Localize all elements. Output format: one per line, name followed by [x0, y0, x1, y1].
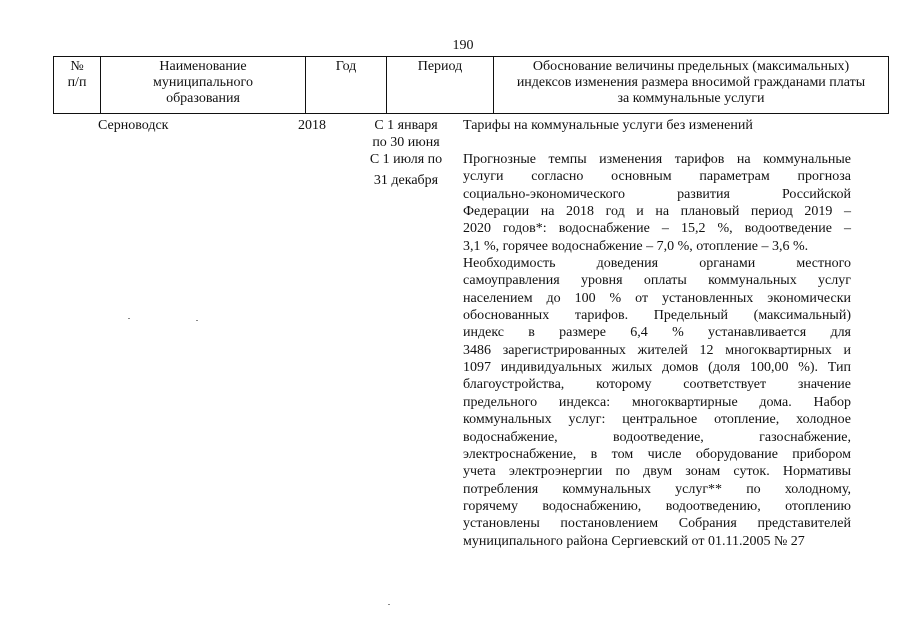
header-basis	[494, 57, 889, 114]
scan-speck	[196, 320, 198, 321]
period-line: С 1 июля по	[369, 152, 443, 167]
basis-line: электроснабжение, в том числе оборудование прибором	[463, 446, 851, 462]
basis-line: благоустройства, которому соответствует значение	[463, 377, 851, 393]
basis-line: обоснованных тарифов. Предельный (максимальный)	[463, 308, 851, 324]
basis-line: услуги согласно основным параметрам прогноза	[463, 169, 851, 185]
basis-first-line: Тарифы на коммунальные услуги без изменений	[463, 118, 753, 133]
table-header	[53, 56, 889, 114]
basis-line: Прогнозные темпы изменения тарифов на коммунальные	[463, 152, 851, 167]
period-line: 31 декабря	[373, 173, 439, 188]
basis-line: установлены постановлением Собрания представителей	[463, 516, 851, 532]
header-number-line: п/п	[67, 75, 87, 90]
basis-line: предельного индекса: многоквартирные дома. Набор	[463, 394, 851, 410]
header-municipality-line: образования	[166, 91, 240, 106]
basis-line: самоуправления уровня оплаты коммунальных услуг	[463, 273, 851, 289]
basis-line: 3486 зарегистрированных жителей 12 многоквартирных и	[463, 342, 851, 358]
header-row	[54, 57, 889, 114]
header-municipality	[101, 57, 306, 114]
basis-paragraph	[463, 151, 851, 550]
header-number-line: №	[70, 59, 84, 74]
header-basis-line: за коммунальные услуги	[617, 91, 765, 106]
year-value: 2018	[298, 118, 326, 133]
basis-line: Необходимость доведения органами местного	[463, 256, 851, 272]
basis-line: муниципального района Сергиевский от 01.11.2005 № 27	[463, 533, 805, 549]
basis-line: 1097 индивидуальных жилых домов (доля 100,00 %). Тип	[463, 360, 851, 376]
header-basis-line: Обоснование величины предельных (максимальных)	[532, 59, 850, 74]
basis-line: учета электроэнергии по двум зонам суток. Нормативы	[463, 464, 851, 480]
basis-line: 2020 годов*: водоснабжение – 15,2 %, водоотведение –	[463, 221, 851, 237]
header-period: Период	[387, 57, 494, 114]
basis-line: коммунальных услуг: центральное отопление, холодное	[463, 412, 851, 428]
page-number: 190	[452, 38, 474, 53]
municipality-name: Серноводск	[98, 118, 169, 133]
header-basis-line: индексов изменения размера вносимой гражданами платы	[516, 75, 866, 90]
header-municipality-line: муниципального	[153, 75, 253, 90]
period-line: по 30 июня	[372, 135, 440, 150]
scan-speck	[128, 318, 130, 319]
basis-line: водоснабжение, водоотведение, газоснабжение,	[463, 429, 851, 445]
basis-line: Федерации на 2018 год и на плановый период 2019 –	[463, 204, 851, 220]
header-municipality-line: Наименование	[159, 59, 247, 74]
period-cell	[355, 117, 457, 189]
scan-speck	[388, 604, 390, 605]
basis-line: населением до 100 % от установленных экономически	[463, 290, 851, 306]
basis-line: горячему водоснабжению, водоотведению, отоплению	[463, 498, 851, 514]
header-year: Год	[306, 57, 387, 114]
basis-line: 3,1 %, горячее водоснабжение – 7,0 %, отопление – 3,6 %.	[463, 238, 809, 254]
basis-line: социально-экономического развития Российской	[463, 186, 851, 202]
period-line: С 1 января	[374, 118, 438, 133]
basis-line: потребления коммунальных услуг** по холодному,	[463, 481, 851, 497]
header-number	[54, 57, 101, 114]
basis-line: индекс в размере 6,4 % устанавливается для	[463, 325, 851, 341]
